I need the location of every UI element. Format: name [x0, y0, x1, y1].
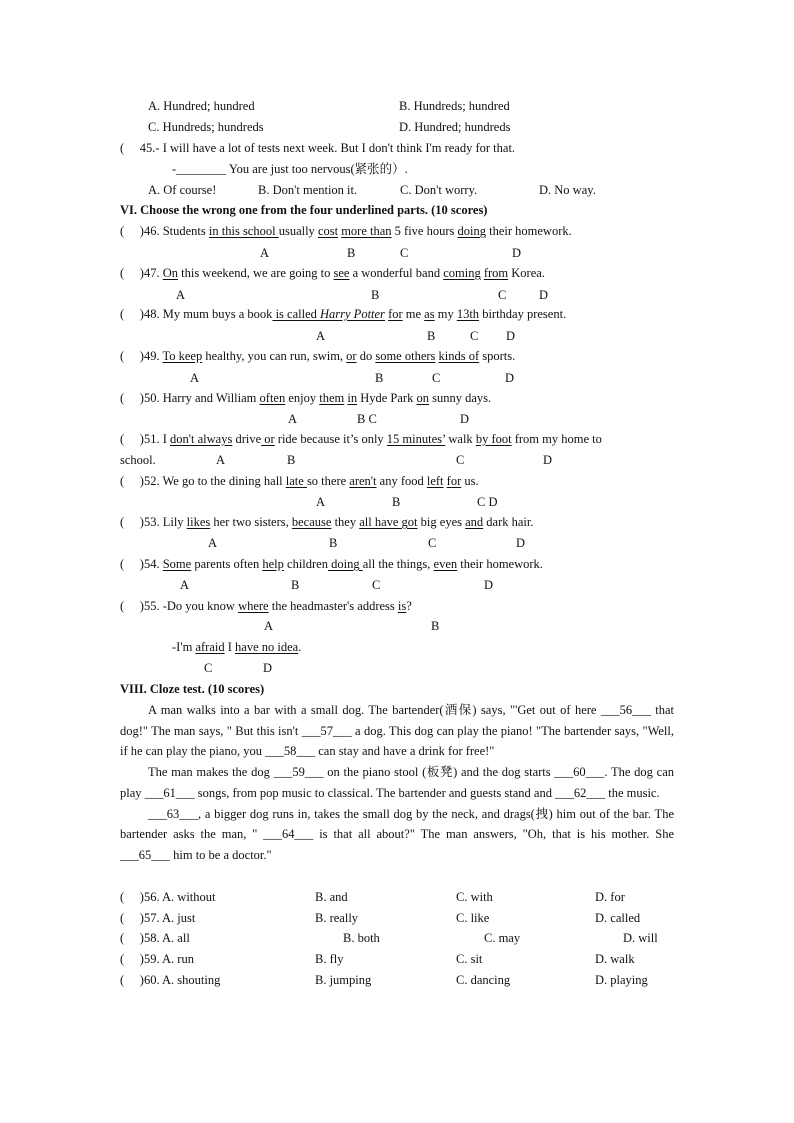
- q54-sentence: ( )54. Some parents often help children doing all the things, even their homework.: [120, 557, 543, 571]
- q45-option-d: D. No way.: [539, 183, 596, 197]
- q56-option-b: B. and: [315, 890, 348, 904]
- q48-label-b: B: [427, 329, 436, 343]
- q49-sentence: ( )49. To keep healthy, you can run, swim, or do some others kinds of sports.: [120, 349, 516, 363]
- q53-label-a: A: [208, 536, 218, 550]
- q60-option-c: C. dancing: [456, 973, 511, 987]
- q51-label-d: D: [543, 453, 553, 467]
- q48-label-a: A: [316, 329, 326, 343]
- q57-option-c: C. like: [456, 911, 490, 925]
- q55-label-b: B: [431, 619, 440, 633]
- q45-option-b: B. Don't mention it.: [258, 183, 358, 197]
- q54-label-c: C: [372, 578, 381, 592]
- q60-option-b: B. jumping: [315, 973, 372, 987]
- q55-label-d: D: [263, 661, 273, 675]
- q50-label-a: A: [288, 412, 298, 426]
- q59-option-b: B. fly: [315, 952, 344, 966]
- q59-option-d: D. walk: [595, 952, 635, 966]
- q44-option-a: A. Hundred; hundred: [148, 99, 255, 113]
- q46-label-c: C: [400, 246, 409, 260]
- q56-option-a: ( )56. A. without: [120, 890, 216, 904]
- q47-sentence: ( )47. On this weekend, we are going to see a wonderful band coming from Korea.: [120, 266, 545, 280]
- q56-option-c: C. with: [456, 890, 493, 904]
- q46-label-d: D: [512, 246, 522, 260]
- q55-reply: -I'm afraid I have no idea.: [172, 640, 302, 654]
- q51-label-b: B: [287, 453, 296, 467]
- q53-label-c: C: [428, 536, 437, 550]
- q49-label-c: C: [432, 371, 441, 385]
- q51-sentence: ( )51. I don't always drive or ride because it’s only 15 minutes’ walk by foot from my home to: [120, 432, 602, 446]
- q58-option-a: ( )58. A. all: [120, 931, 190, 945]
- q54-label-d: D: [484, 578, 494, 592]
- q45-stem: ( 45.- I will have a lot of tests next week. But I don't think I'm ready for that.: [120, 141, 516, 155]
- q58-option-d: D. will: [623, 931, 658, 945]
- q53-sentence: ( )53. Lily likes her two sisters, because they all have got big eyes and dark hair.: [120, 515, 534, 529]
- q53-label-b: B: [329, 536, 338, 550]
- q49-label-a: A: [190, 371, 200, 385]
- q59-option-c: C. sit: [456, 952, 483, 966]
- cloze-passage: [120, 700, 674, 866]
- q60-option-a: ( )60. A. shouting: [120, 973, 221, 987]
- q55-question: ( )55. -Do you know where the headmaster's address is?: [120, 599, 412, 613]
- q50-sentence: ( )50. Harry and William often enjoy them in Hyde Park on sunny days.: [120, 391, 492, 405]
- q46-label-b: B: [347, 246, 356, 260]
- q51-label-c: C: [456, 453, 465, 467]
- q52-sentence: ( )52. We go to the dining hall late so there aren't any food left for us.: [120, 474, 479, 488]
- passage-paragraph-2: The man makes the dog ___59___ on the piano stool (板凳) and the dog starts ___60___. The dog can play ___61___ songs, from pop music to classical. The bartender and guests stand and ___62___ the music.: [120, 765, 674, 800]
- q55-label-c: C: [204, 661, 213, 675]
- q47-label-b: B: [371, 288, 380, 302]
- q48-sentence: ( )48. My mum buys a book is called Harry Potter for me as my 13th birthday present.: [120, 307, 567, 321]
- passage-paragraph-3: ___63___, a bigger dog runs in, takes the small dog by the neck, and drags(拽) him out of the bar. The bartender asks the man, " ___64___ is that all about?" The man answers, "Oh, that is his mother. She ___65___ him to be a doctor.": [120, 806, 674, 862]
- passage-paragraph-1: A man walks into a bar with a small dog. The bartender(酒保) says, "'Get out of here ___56___ that dog!" The man says, " But this isn't ___57___ a dog. This dog can play the piano! "The bartender says, "Well, if he can play the piano, you ___58___ can stay and have a drink for free!": [120, 703, 674, 759]
- q49-label-d: D: [505, 371, 515, 385]
- section-8-heading: VIII. Cloze test. (10 scores): [120, 682, 265, 696]
- q52-label-a: A: [316, 495, 326, 509]
- q44-option-b: B. Hundreds; hundred: [399, 99, 510, 113]
- q53-label-d: D: [516, 536, 526, 550]
- q47-label-d: D: [539, 288, 549, 302]
- q56-option-d: D. for: [595, 890, 625, 904]
- q45-reply: -________ You are just too nervous(紧张的）.: [172, 162, 408, 176]
- q45-option-c: C. Don't worry.: [400, 183, 478, 197]
- q52-label-cd: C D: [477, 495, 498, 509]
- q46-label-a: A: [260, 246, 270, 260]
- q57-option-b: B. really: [315, 911, 359, 925]
- q55-label-a: A: [264, 619, 274, 633]
- q54-label-b: B: [291, 578, 300, 592]
- q50-label-bc: B C: [357, 412, 377, 426]
- q58-option-b: B. both: [343, 931, 380, 945]
- q51-continuation: school.: [120, 453, 156, 467]
- q54-label-a: A: [180, 578, 190, 592]
- q58-option-c: C. may: [484, 931, 521, 945]
- q45-option-a: A. Of course!: [148, 183, 217, 197]
- q48-label-d: D: [506, 329, 516, 343]
- q47-label-a: A: [176, 288, 186, 302]
- q57-option-a: ( )57. A. just: [120, 911, 196, 925]
- q46-sentence: ( )46. Students in this school usually cost more than 5 five hours doing their homework.: [120, 224, 572, 238]
- q44-option-d: D. Hundred; hundreds: [399, 120, 511, 134]
- q52-label-b: B: [392, 495, 401, 509]
- q60-option-d: D. playing: [595, 973, 648, 987]
- q49-label-b: B: [375, 371, 384, 385]
- q48-label-c: C: [470, 329, 479, 343]
- q59-option-a: ( )59. A. run: [120, 952, 194, 966]
- section-6-heading: VI. Choose the wrong one from the four underlined parts. (10 scores): [120, 203, 488, 217]
- q47-label-c: C: [498, 288, 507, 302]
- q51-label-a: A: [216, 453, 226, 467]
- q57-option-d: D. called: [595, 911, 641, 925]
- q44-option-c: C. Hundreds; hundreds: [148, 120, 264, 134]
- q50-label-d: D: [460, 412, 470, 426]
